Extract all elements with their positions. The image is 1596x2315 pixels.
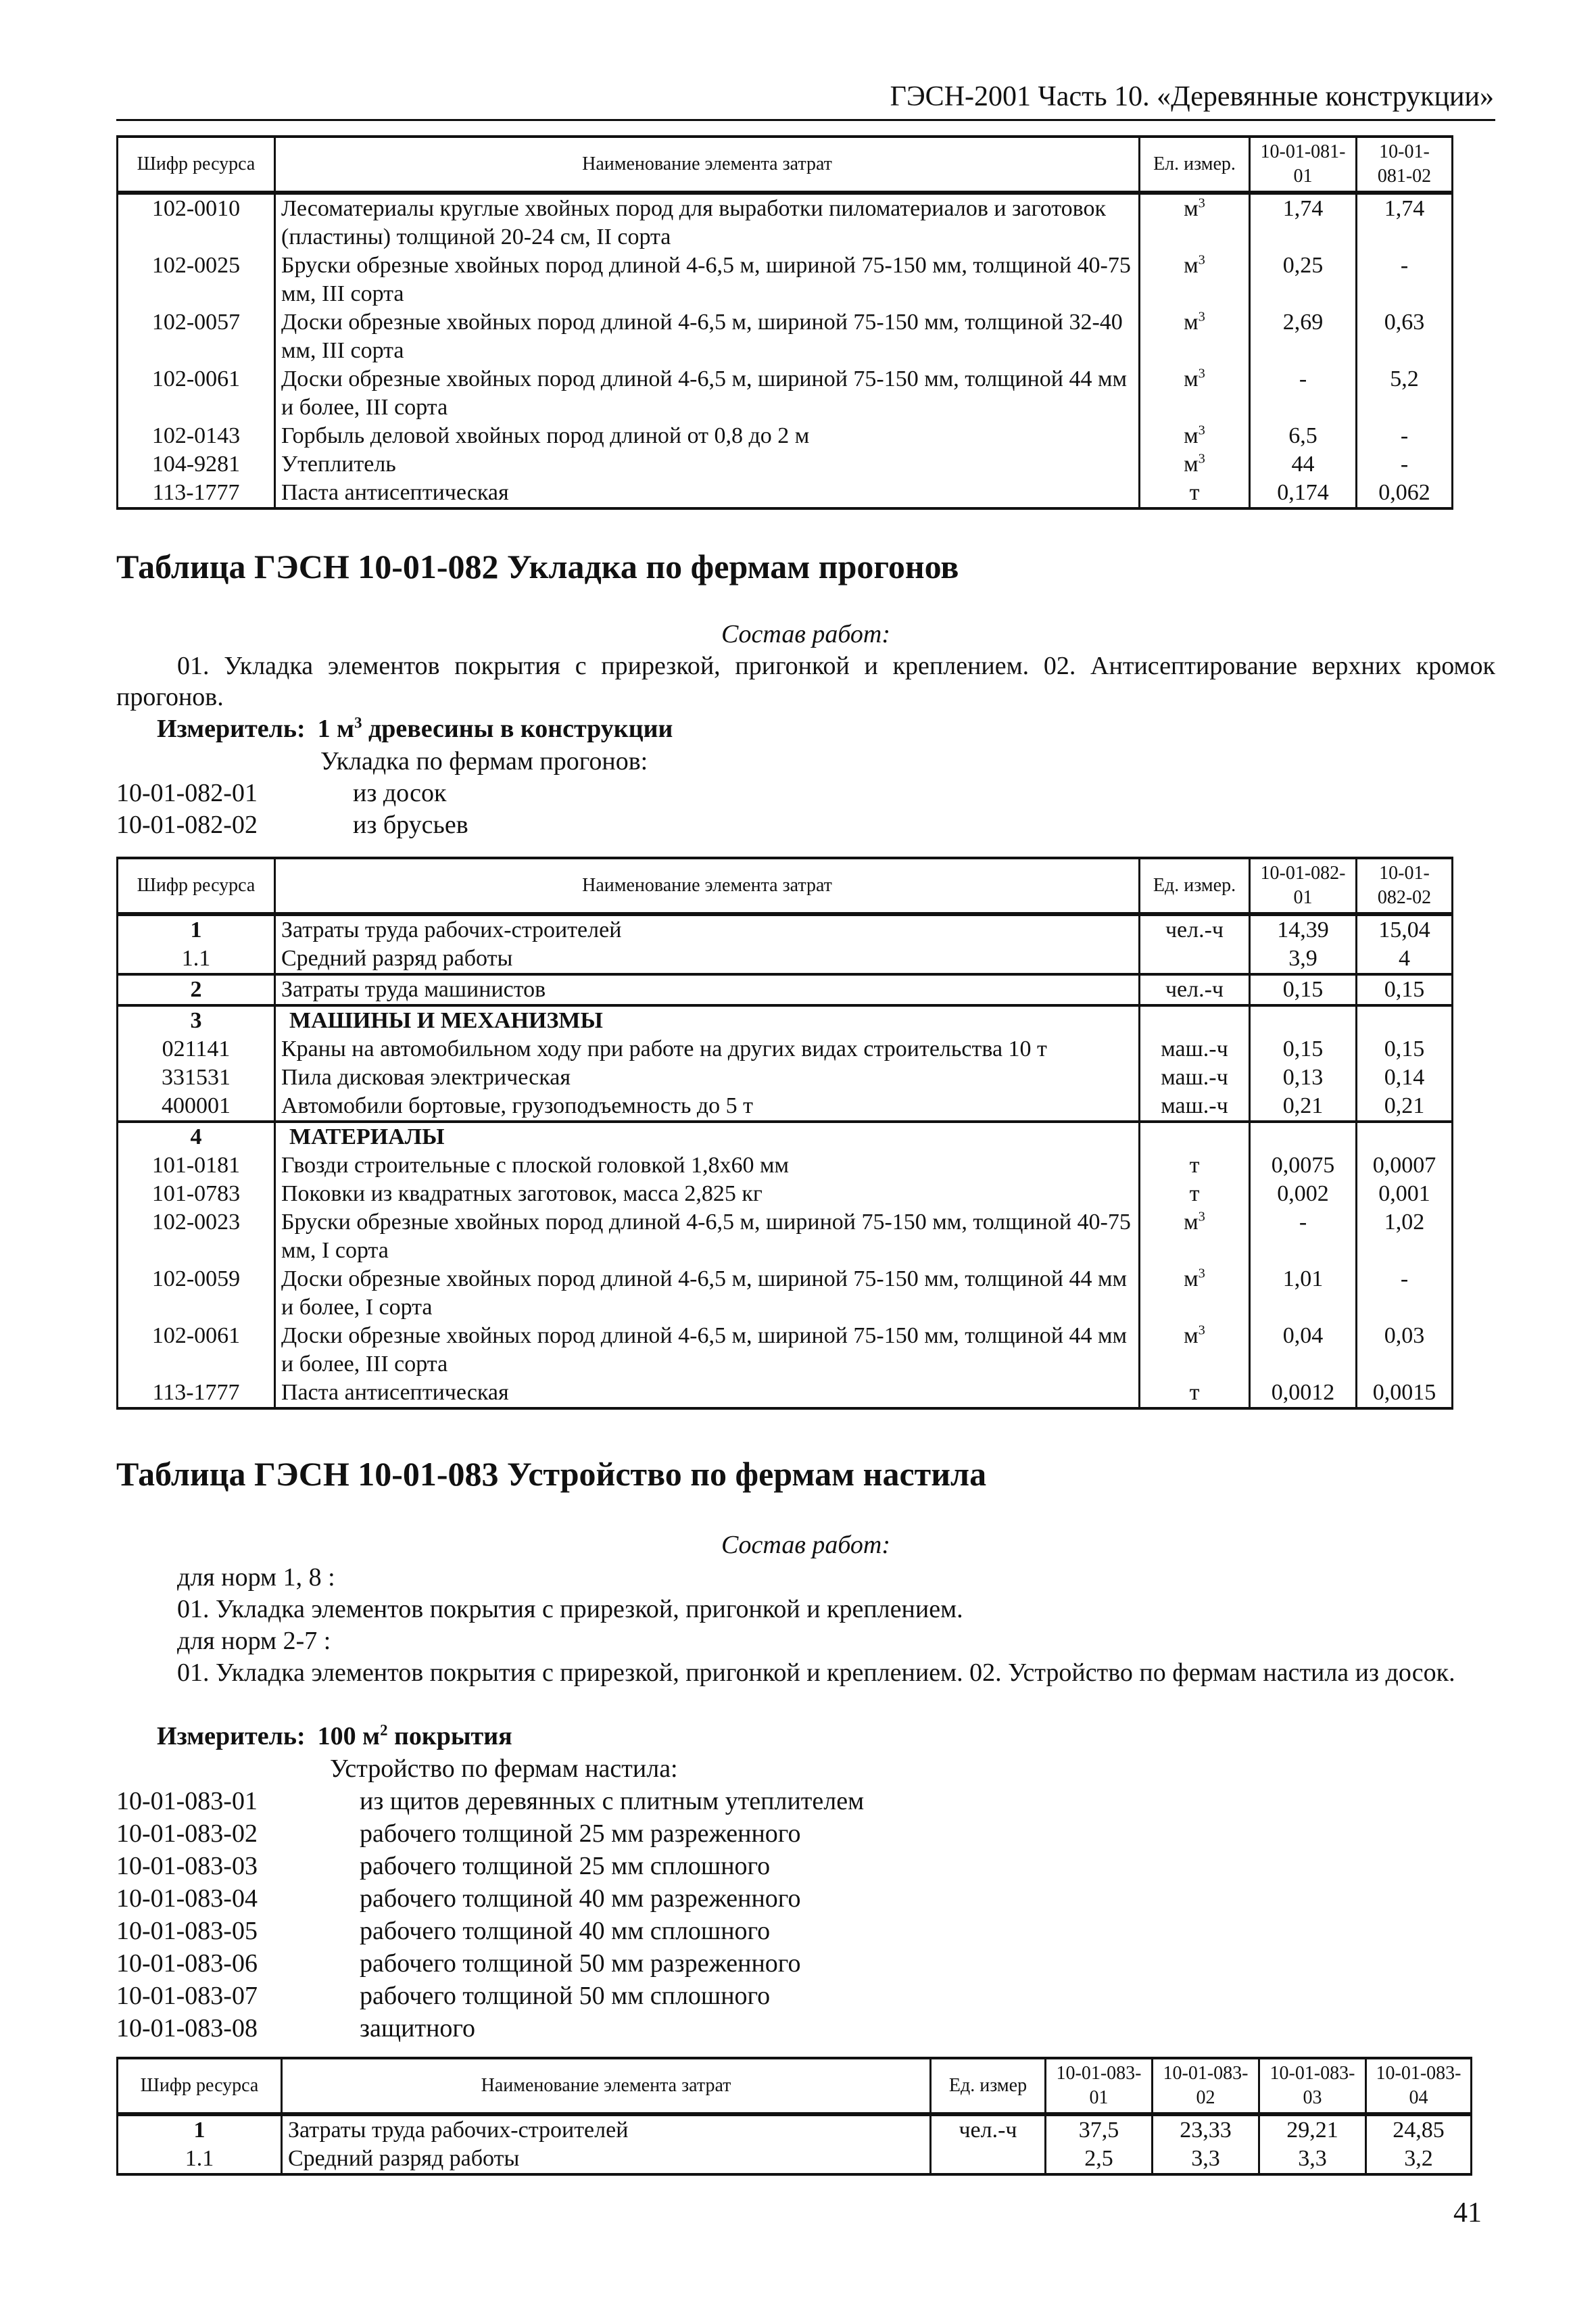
meter-083 bbox=[157, 1721, 512, 1752]
resource-unit: $м^3$ bbox=[1140, 308, 1250, 365]
value-083-03: 3,3 bbox=[1259, 2145, 1366, 2174]
variant-row bbox=[116, 2013, 475, 2044]
resource-unit bbox=[1140, 945, 1250, 974]
col-081-01-header: 10-01-081-01 bbox=[1250, 137, 1357, 193]
resource-unit: чел.-ч bbox=[931, 2114, 1046, 2145]
variant-row bbox=[116, 1948, 800, 1979]
resource-unit: маш.-ч bbox=[1140, 1092, 1250, 1122]
variants-intro-083: Устройство по фермам настила: bbox=[330, 1755, 678, 1783]
resource-name: Утеплитель bbox=[275, 450, 1140, 479]
variant-row bbox=[116, 1980, 770, 2011]
composition-norms-2-7: 01. Укладка элементов покрытия с прирезкой, пригонкой и креплением. 02. Устройство по фермам настила из досок. bbox=[177, 1658, 1455, 1687]
col-083-02-header: 10-01-083-02 bbox=[1153, 2058, 1259, 2114]
resource-unit: $м^3$ bbox=[1140, 365, 1250, 422]
value-082-01: 0,002 bbox=[1250, 1180, 1357, 1208]
composition-norms-1-8: 01. Укладка элементов покрытия с прирезкой, пригонкой и креплением. bbox=[177, 1595, 963, 1623]
col-082-02-header: 10-01-082-02 bbox=[1357, 858, 1453, 914]
resource-name: Поковки из квадратных заготовок, масса 2,825 кг bbox=[275, 1180, 1140, 1208]
variant-label: рабочего толщиной 25 мм сплошного bbox=[360, 1852, 771, 1880]
table-083-resources bbox=[116, 2057, 1472, 2176]
resource-unit: $м^3$ bbox=[1140, 193, 1250, 252]
table-row bbox=[118, 1265, 1453, 1322]
section-code: 4 bbox=[118, 1122, 275, 1151]
resource-unit: $м^3$ bbox=[1140, 252, 1250, 308]
norms-1-8-label: для норм 1, 8 : bbox=[177, 1563, 335, 1592]
variant-label: рабочего толщиной 40 мм сплошного bbox=[360, 1917, 771, 1945]
variant-row bbox=[116, 1851, 770, 1882]
value-082-02: 1,02 bbox=[1357, 1208, 1453, 1265]
value-082-01: 0,0012 bbox=[1250, 1379, 1357, 1408]
col-unit-header: Ел. измер. bbox=[1140, 137, 1250, 193]
variant-code: 10-01-083-02 bbox=[116, 1819, 258, 1848]
value-081-01: 44 bbox=[1250, 450, 1357, 479]
value-082-01 bbox=[1250, 1122, 1357, 1151]
value-082-02: 0,14 bbox=[1357, 1064, 1453, 1092]
section-row-machines bbox=[118, 1005, 1453, 1035]
resource-code: 102-0025 bbox=[118, 252, 275, 308]
section-title-082: Таблица ГЭСН 10-01-082 Укладка по фермам прогонов bbox=[116, 548, 959, 586]
variant-row bbox=[116, 1883, 800, 1914]
resource-code: 104-9281 bbox=[118, 450, 275, 479]
value-081-01: 2,69 bbox=[1250, 308, 1357, 365]
table-header-row bbox=[118, 137, 1453, 193]
value-082-02: 0,15 bbox=[1357, 1035, 1453, 1064]
variant-label: из щитов деревянных с плитным утеплителем bbox=[360, 1787, 865, 1815]
variant-label: из досок bbox=[353, 779, 447, 807]
value-082-02: 0,21 bbox=[1357, 1092, 1453, 1122]
value-082-02: 15,04 bbox=[1357, 914, 1453, 945]
variant-code: 10-01-083-08 bbox=[116, 2014, 258, 2043]
resource-unit: т bbox=[1140, 1180, 1250, 1208]
variant-label: рабочего толщиной 25 мм разреженного bbox=[360, 1819, 801, 1848]
resource-code: 1.1 bbox=[118, 945, 275, 974]
table-row bbox=[118, 2145, 1472, 2174]
composition-label-083: Состав работ: bbox=[721, 1531, 891, 1559]
variant-row bbox=[116, 1786, 864, 1817]
resource-name: Автомобили бортовые, грузоподъемность до 5 т bbox=[275, 1092, 1140, 1122]
table-row bbox=[118, 479, 1453, 508]
resource-unit: т bbox=[1140, 479, 1250, 508]
table-081-resources bbox=[116, 135, 1453, 510]
table-row bbox=[118, 422, 1453, 450]
resource-name: Паста антисептическая bbox=[275, 1379, 1140, 1408]
value-081-02: 1,74 bbox=[1357, 193, 1453, 252]
resource-code: 400001 bbox=[118, 1092, 275, 1122]
variant-code: 10-01-083-03 bbox=[116, 1852, 258, 1880]
resource-code: 102-0059 bbox=[118, 1265, 275, 1322]
resource-unit: $м^3$ bbox=[1140, 1322, 1250, 1379]
variant-row bbox=[116, 778, 446, 809]
resource-unit: $м^3$ bbox=[1140, 422, 1250, 450]
col-name-header: Наименование элемента затрат bbox=[275, 858, 1140, 914]
variant-label: рабочего толщиной 40 мм разреженного bbox=[360, 1884, 801, 1913]
table-row bbox=[118, 2114, 1472, 2145]
resource-code: 101-0181 bbox=[118, 1151, 275, 1180]
value-081-02: 5,2 bbox=[1357, 365, 1453, 422]
resource-code: 021141 bbox=[118, 1035, 275, 1064]
resource-unit: $м^3$ bbox=[1140, 1208, 1250, 1265]
resource-code: 102-0143 bbox=[118, 422, 275, 450]
table-row bbox=[118, 1379, 1453, 1408]
value-083-01: 2,5 bbox=[1046, 2145, 1153, 2174]
resource-name: Горбыль деловой хвойных пород длиной от 0,8 до 2 м bbox=[275, 422, 1140, 450]
meter-value: 1 $м^3$ древесины в конструкции bbox=[317, 714, 673, 743]
resource-unit: т bbox=[1140, 1379, 1250, 1408]
resource-code: 101-0783 bbox=[118, 1180, 275, 1208]
value-083-02: 23,33 bbox=[1153, 2114, 1259, 2145]
composition-text-082: 01. Укладка элементов покрытия с прирезкой, пригонкой и креплением. 02. Антисептирование верхних кромок прогонов. bbox=[116, 652, 1495, 711]
table-row bbox=[118, 1151, 1453, 1180]
value-082-02: 0,0007 bbox=[1357, 1151, 1453, 1180]
table-row bbox=[118, 1180, 1453, 1208]
col-082-01-header: 10-01-082-01 bbox=[1250, 858, 1357, 914]
section-row-materials bbox=[118, 1122, 1453, 1151]
value-082-01: 0,15 bbox=[1250, 1035, 1357, 1064]
resource-unit: чел.-ч bbox=[1140, 914, 1250, 945]
value-083-01: 37,5 bbox=[1046, 2114, 1153, 2145]
col-unit-header: Ед. измер bbox=[931, 2058, 1046, 2114]
resource-name: Затраты труда рабочих-строителей bbox=[275, 914, 1140, 945]
value-081-02: - bbox=[1357, 450, 1453, 479]
value-082-02: 0,15 bbox=[1357, 974, 1453, 1005]
composition-label-082: Состав работ: bbox=[721, 620, 891, 648]
resource-name: Бруски обрезные хвойных пород длиной 4-6,5 м, шириной 75-150 мм, толщиной 40-75 мм, I сорта bbox=[275, 1208, 1140, 1265]
variant-row bbox=[116, 1818, 800, 1849]
section-code: 3 bbox=[118, 1005, 275, 1035]
resource-name: Доски обрезные хвойных пород длиной 4-6,5 м, шириной 75-150 мм, толщиной 44 мм и более, I сорта bbox=[275, 1265, 1140, 1322]
value-081-01: 6,5 bbox=[1250, 422, 1357, 450]
resource-name: Средний разряд работы bbox=[282, 2145, 931, 2174]
col-code-header: Шифр ресурса bbox=[118, 137, 275, 193]
table-row bbox=[118, 914, 1453, 945]
table-row bbox=[118, 945, 1453, 974]
value-081-02: 0,062 bbox=[1357, 479, 1453, 508]
variant-row bbox=[116, 1915, 770, 1947]
variant-code: 10-01-082-01 bbox=[116, 779, 258, 807]
table-082-resources bbox=[116, 857, 1453, 1410]
value-083-04: 24,85 bbox=[1366, 2114, 1472, 2145]
resource-code: 1.1 bbox=[118, 2145, 282, 2174]
value-082-02: 0,0015 bbox=[1357, 1379, 1453, 1408]
value-082-02 bbox=[1357, 1005, 1453, 1035]
value-082-01: 0,15 bbox=[1250, 974, 1357, 1005]
value-082-01: 0,0075 bbox=[1250, 1151, 1357, 1180]
resource-unit bbox=[1140, 1005, 1250, 1035]
section-heading: МАТЕРИАЛЫ bbox=[275, 1122, 1140, 1151]
resource-name: Затраты труда рабочих-строителей bbox=[282, 2114, 931, 2145]
value-083-02: 3,3 bbox=[1153, 2145, 1259, 2174]
value-083-03: 29,21 bbox=[1259, 2114, 1366, 2145]
section-title-083: Таблица ГЭСН 10-01-083 Устройство по фермам настила bbox=[116, 1455, 987, 1493]
col-code-header: Шифр ресурса bbox=[118, 858, 275, 914]
col-name-header: Наименование элемента затрат bbox=[282, 2058, 931, 2114]
resource-name: Лесоматериалы круглые хвойных пород для выработки пиломатериалов и заготовок (пластины) толщиной 20-24 см, II сорта bbox=[275, 193, 1140, 252]
resource-unit: $м^3$ bbox=[1140, 450, 1250, 479]
header-rule bbox=[116, 119, 1495, 121]
resource-name: Доски обрезные хвойных пород длиной 4-6,5 м, шириной 75-150 мм, толщиной 32-40 мм, III сорта bbox=[275, 308, 1140, 365]
col-code-header: Шифр ресурса bbox=[118, 2058, 282, 2114]
col-083-01-header: 10-01-083-01 bbox=[1046, 2058, 1153, 2114]
table-row bbox=[118, 252, 1453, 308]
value-082-01: 0,21 bbox=[1250, 1092, 1357, 1122]
variant-code: 10-01-083-01 bbox=[116, 1787, 258, 1815]
table-row bbox=[118, 1035, 1453, 1064]
resource-code: 113-1777 bbox=[118, 1379, 275, 1408]
table-row bbox=[118, 1092, 1453, 1122]
section-heading: МАШИНЫ И МЕХАНИЗМЫ bbox=[275, 1005, 1140, 1035]
resource-name: Доски обрезные хвойных пород длиной 4-6,5 м, шириной 75-150 мм, толщиной 44 мм и более, III сорта bbox=[275, 1322, 1140, 1379]
resource-code: 2 bbox=[118, 974, 275, 1005]
table-row bbox=[118, 365, 1453, 422]
value-081-02: 0,63 bbox=[1357, 308, 1453, 365]
resource-name: Средний разряд работы bbox=[275, 945, 1140, 974]
resource-name: Краны на автомобильном ходу при работе на других видах строительства 10 т bbox=[275, 1035, 1140, 1064]
resource-code: 102-0010 bbox=[118, 193, 275, 252]
table-row bbox=[118, 1322, 1453, 1379]
value-082-02: 4 bbox=[1357, 945, 1453, 974]
resource-code: 113-1777 bbox=[118, 479, 275, 508]
resource-code: 102-0061 bbox=[118, 1322, 275, 1379]
variant-label: рабочего толщиной 50 мм разреженного bbox=[360, 1949, 801, 1978]
resource-code: 102-0061 bbox=[118, 365, 275, 422]
meter-label: Измеритель: bbox=[157, 1722, 306, 1750]
page-number: 41 bbox=[1453, 2197, 1482, 2228]
value-081-01: 1,74 bbox=[1250, 193, 1357, 252]
table-header-row bbox=[118, 2058, 1472, 2114]
col-unit-header: Ед. измер. bbox=[1140, 858, 1250, 914]
variant-code: 10-01-083-06 bbox=[116, 1949, 258, 1978]
variant-label: из брусьев bbox=[353, 811, 468, 839]
table-row bbox=[118, 193, 1453, 252]
table-row bbox=[118, 974, 1453, 1005]
variant-code: 10-01-083-05 bbox=[116, 1917, 258, 1945]
value-082-01: 0,13 bbox=[1250, 1064, 1357, 1092]
resource-name: Доски обрезные хвойных пород длиной 4-6,5 м, шириной 75-150 мм, толщиной 44 мм и более, III сорта bbox=[275, 365, 1140, 422]
table-header-row bbox=[118, 858, 1453, 914]
meter-082 bbox=[157, 713, 673, 744]
value-082-01: 1,01 bbox=[1250, 1265, 1357, 1322]
resource-code: 102-0023 bbox=[118, 1208, 275, 1265]
value-081-02: - bbox=[1357, 252, 1453, 308]
value-082-01: - bbox=[1250, 1208, 1357, 1265]
resource-unit: маш.-ч bbox=[1140, 1064, 1250, 1092]
resource-unit: маш.-ч bbox=[1140, 1035, 1250, 1064]
resource-name: Гвозди строительные с плоской головкой 1,8x60 мм bbox=[275, 1151, 1140, 1180]
table-row bbox=[118, 450, 1453, 479]
col-083-03-header: 10-01-083-03 bbox=[1259, 2058, 1366, 2114]
value-081-01: 0,174 bbox=[1250, 479, 1357, 508]
table-row bbox=[118, 1064, 1453, 1092]
resource-unit: т bbox=[1140, 1151, 1250, 1180]
resource-unit: чел.-ч bbox=[1140, 974, 1250, 1005]
value-083-04: 3,2 bbox=[1366, 2145, 1472, 2174]
value-082-02: 0,001 bbox=[1357, 1180, 1453, 1208]
value-082-01: 3,9 bbox=[1250, 945, 1357, 974]
col-083-04-header: 10-01-083-04 bbox=[1366, 2058, 1472, 2114]
resource-name: Паста антисептическая bbox=[275, 479, 1140, 508]
resource-unit bbox=[1140, 1122, 1250, 1151]
meter-value: 100 $м^2$ покрытия bbox=[317, 1721, 512, 1750]
resource-unit: $м^3$ bbox=[1140, 1265, 1250, 1322]
variant-code: 10-01-082-02 bbox=[116, 811, 258, 839]
resource-name: Бруски обрезные хвойных пород длиной 4-6,5 м, шириной 75-150 мм, толщиной 40-75 мм, III сорта bbox=[275, 252, 1140, 308]
resource-code: 1 bbox=[118, 2114, 282, 2145]
value-082-01 bbox=[1250, 1005, 1357, 1035]
variant-code: 10-01-083-07 bbox=[116, 1982, 258, 2010]
value-082-01: 14,39 bbox=[1250, 914, 1357, 945]
resource-name: Пила дисковая электрическая bbox=[275, 1064, 1140, 1092]
variants-intro-082: Укладка по фермам прогонов: bbox=[320, 747, 648, 775]
value-081-01: 0,25 bbox=[1250, 252, 1357, 308]
norms-2-7-label: для норм 2-7 : bbox=[177, 1627, 331, 1655]
resource-code: 331531 bbox=[118, 1064, 275, 1092]
value-082-02: 0,03 bbox=[1357, 1322, 1453, 1379]
value-082-02 bbox=[1357, 1122, 1453, 1151]
resource-name: Затраты труда машинистов bbox=[275, 974, 1140, 1005]
meter-label: Измеритель: bbox=[157, 715, 306, 743]
value-081-01: - bbox=[1250, 365, 1357, 422]
col-name-header: Наименование элемента затрат bbox=[275, 137, 1140, 193]
value-082-01: 0,04 bbox=[1250, 1322, 1357, 1379]
col-081-02-header: 10-01-081-02 bbox=[1357, 137, 1453, 193]
variant-row bbox=[116, 809, 468, 840]
resource-unit bbox=[931, 2145, 1046, 2174]
variant-code: 10-01-083-04 bbox=[116, 1884, 258, 1913]
running-header: ГЭСН-2001 Часть 10. «Деревянные конструкции» bbox=[890, 81, 1494, 112]
table-row bbox=[118, 1208, 1453, 1265]
variant-label: защитного bbox=[360, 2014, 476, 2043]
resource-code: 102-0057 bbox=[118, 308, 275, 365]
value-081-02: - bbox=[1357, 422, 1453, 450]
resource-code: 1 bbox=[118, 914, 275, 945]
variant-label: рабочего толщиной 50 мм сплошного bbox=[360, 1982, 771, 2010]
table-row bbox=[118, 308, 1453, 365]
value-082-02: - bbox=[1357, 1265, 1453, 1322]
